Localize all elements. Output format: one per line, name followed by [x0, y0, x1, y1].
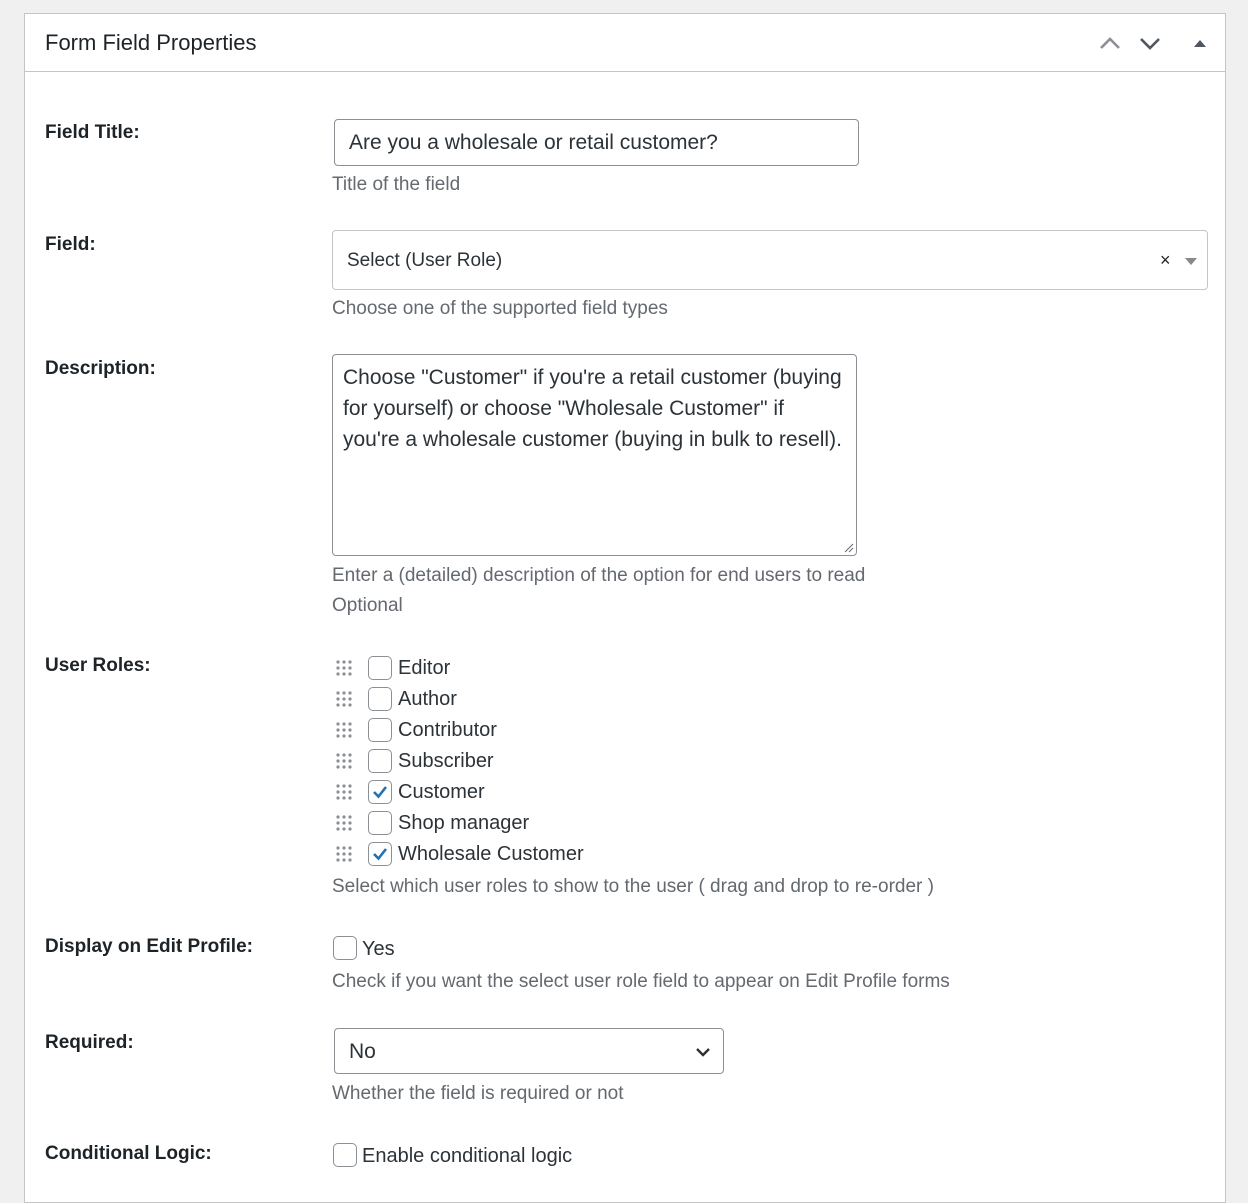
edit-profile-label: Display on Edit Profile: [45, 936, 253, 957]
edit-profile-checkbox[interactable] [333, 936, 357, 960]
required-help: Whether the field is required or not [332, 1083, 624, 1104]
description-textarea[interactable] [332, 354, 857, 556]
resize-grip-icon[interactable] [844, 543, 854, 553]
field-title-help: Title of the field [332, 174, 461, 195]
conditional-logic-label: Conditional Logic: [45, 1143, 212, 1164]
user-role-row[interactable] [335, 748, 655, 776]
required-select[interactable] [334, 1028, 724, 1074]
drag-handle-icon[interactable] [335, 814, 353, 832]
user-role-label: Editor [398, 657, 451, 679]
user-roles-label: User Roles: [45, 655, 151, 676]
move-down-icon [1135, 28, 1165, 58]
drag-handle-icon[interactable] [335, 783, 353, 801]
field-help: Choose one of the supported field types [332, 298, 668, 319]
user-role-checkbox[interactable] [368, 780, 392, 804]
field-type-value: Select (User Role) [347, 250, 503, 271]
user-role-row[interactable] [335, 655, 655, 683]
user-role-row[interactable] [335, 779, 655, 807]
user-role-row[interactable] [335, 810, 655, 838]
checkmark-icon [370, 782, 390, 802]
field-type-select[interactable] [332, 230, 1208, 290]
move-down-button[interactable] [1135, 28, 1165, 58]
field-title-input[interactable]: Are you a wholesale or retail customer? [334, 119, 859, 166]
user-role-checkbox[interactable] [368, 656, 392, 680]
drag-handle-icon[interactable] [335, 690, 353, 708]
conditional-logic-option: Enable conditional logic [362, 1145, 573, 1167]
move-up-icon [1095, 28, 1125, 58]
move-up-button[interactable] [1095, 28, 1125, 58]
required-label: Required: [45, 1032, 134, 1053]
user-role-checkbox[interactable] [368, 811, 392, 835]
description-optional: Optional [332, 595, 403, 616]
drag-handle-icon[interactable] [335, 721, 353, 739]
clear-selection-icon[interactable]: × [1160, 250, 1171, 270]
edit-profile-option: Yes [362, 938, 395, 960]
user-role-label: Subscriber [398, 750, 494, 772]
conditional-logic-checkbox[interactable] [333, 1143, 357, 1167]
checkmark-icon [370, 844, 390, 864]
user-role-row[interactable] [335, 717, 655, 745]
panel-header [25, 14, 1225, 72]
drag-handle-icon[interactable] [335, 752, 353, 770]
field-title-label: Field Title: [45, 122, 140, 143]
user-role-label: Contributor [398, 719, 497, 741]
toggle-collapse-icon [1185, 28, 1215, 58]
user-role-label: Shop manager [398, 812, 530, 834]
user-role-label: Customer [398, 781, 485, 803]
description-help: Enter a (detailed) description of the option for end users to read [332, 565, 866, 586]
description-label: Description: [45, 358, 156, 379]
user-role-checkbox[interactable] [368, 687, 392, 711]
field-label: Field: [45, 234, 96, 255]
description-text: Choose "Customer" if you're a retail customer (buying for yourself) or choose "Wholesale Customer" if you're a wholesale customer (buying in bulk to resell). [343, 366, 842, 451]
edit-profile-help: Check if you want the select user role field to appear on Edit Profile forms [332, 971, 950, 992]
user-role-row[interactable] [335, 841, 655, 869]
user-role-checkbox[interactable] [368, 718, 392, 742]
drag-handle-icon[interactable] [335, 845, 353, 863]
user-role-label: Author [398, 688, 457, 710]
user-role-checkbox[interactable] [368, 749, 392, 773]
user-role-row[interactable] [335, 686, 655, 714]
required-value: No [349, 1040, 376, 1063]
drag-handle-icon[interactable] [335, 659, 353, 677]
panel-title: Form Field Properties [45, 30, 257, 55]
dropdown-arrow-icon [1185, 258, 1197, 265]
user-role-checkbox[interactable] [368, 842, 392, 866]
user-role-label: Wholesale Customer [398, 843, 584, 865]
user-roles-help: Select which user roles to show to the user ( drag and drop to re-order ) [332, 876, 934, 897]
chevron-down-icon [693, 1042, 713, 1062]
form-field-properties-panel [24, 13, 1226, 1203]
toggle-panel-button[interactable] [1185, 28, 1215, 58]
